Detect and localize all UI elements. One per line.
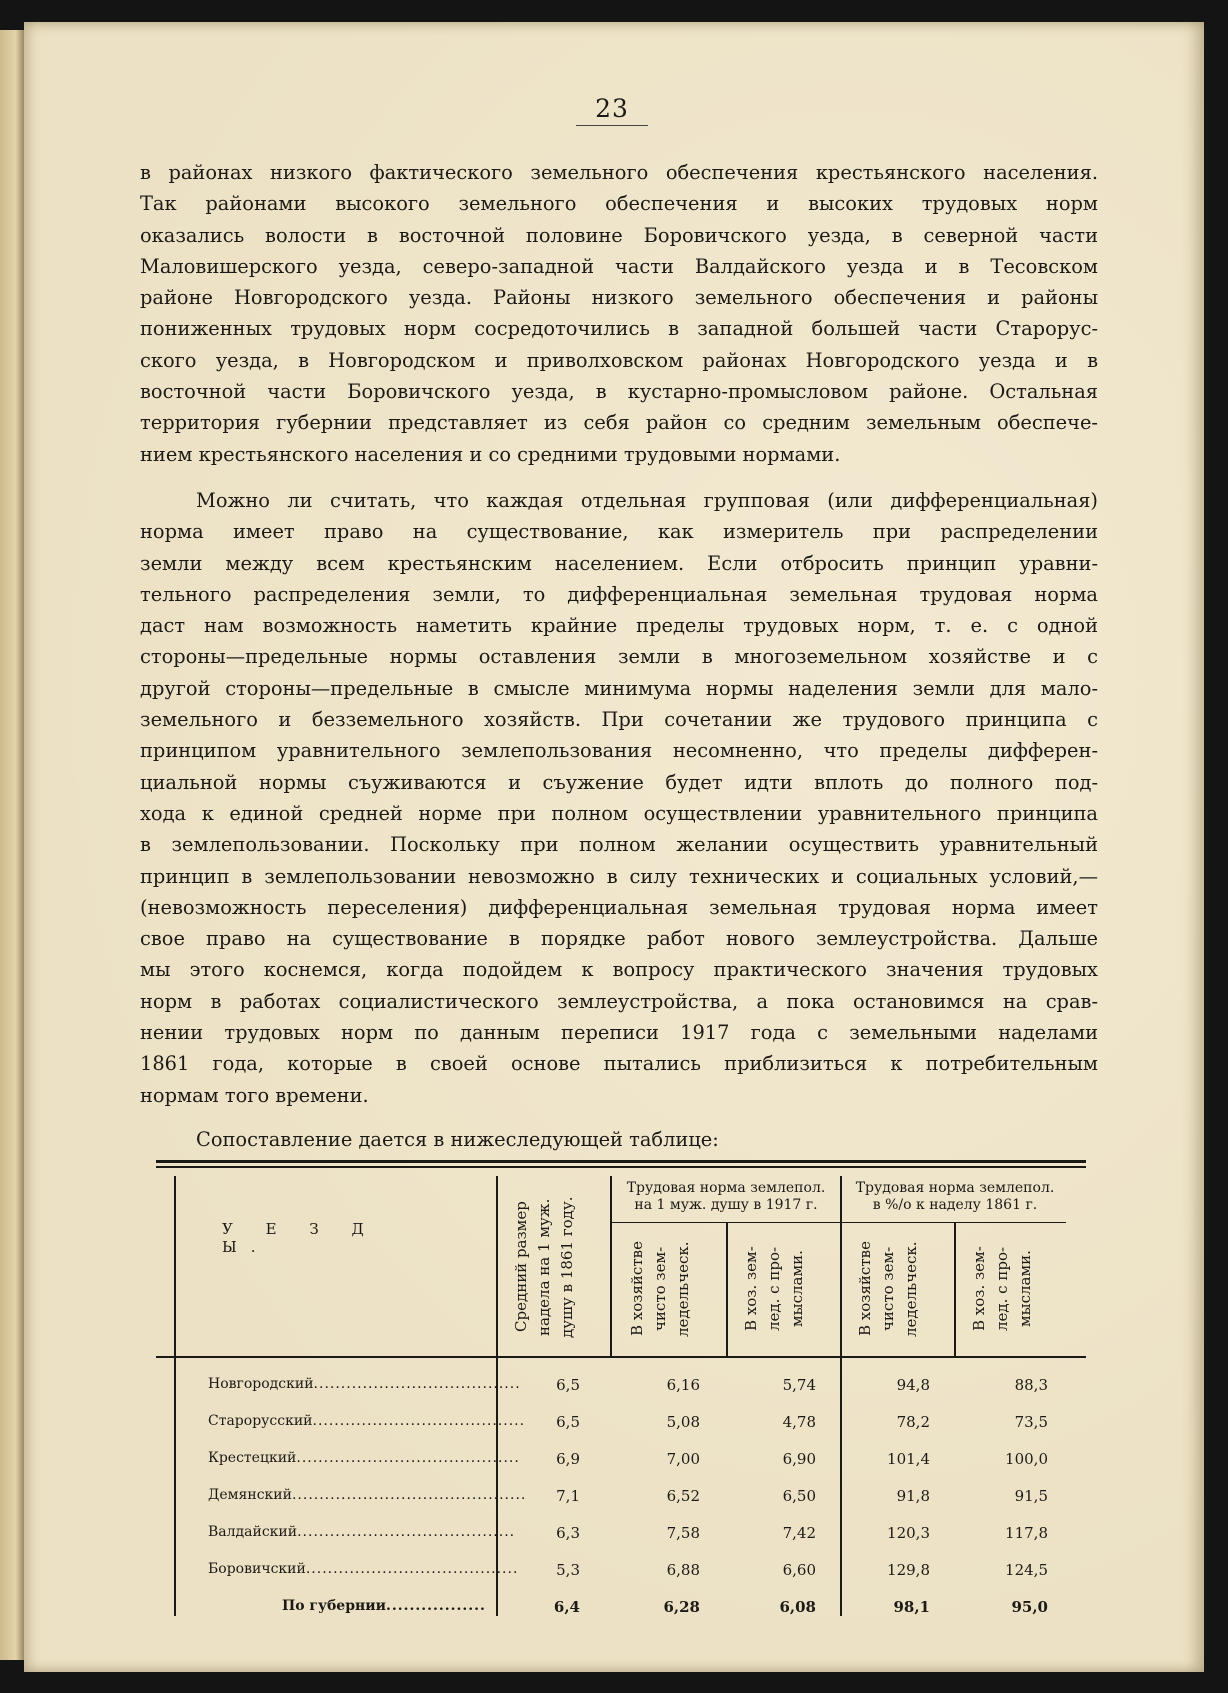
header-line: чисто зем- — [879, 1246, 897, 1332]
leader-dots: ......................................... — [296, 1450, 520, 1466]
col-divider-2 — [610, 1176, 612, 1356]
text-line: земельного и безземельного хозяйств. При сочетании же трудового принципа с — [140, 708, 1098, 732]
table-cell: 5,74 — [782, 1376, 816, 1394]
header-line: мыслами. — [788, 1250, 806, 1328]
table-cell: 6,16 — [666, 1376, 700, 1394]
table-cell: 78,2 — [896, 1413, 930, 1431]
table-cell: 7,58 — [666, 1524, 700, 1542]
header-line: душу в 1861 году. — [558, 1196, 576, 1338]
district-name — [208, 1487, 527, 1503]
text-line: принцип в землепользовании невозможно в силу технических и социальных условий,— — [140, 864, 1098, 888]
table-cell: 6,4 — [553, 1598, 580, 1616]
header-line: лед. с про- — [765, 1246, 783, 1332]
district-name — [282, 1598, 492, 1614]
header-bottom-rule — [156, 1356, 1086, 1358]
district-label: Старорусский — [208, 1413, 313, 1429]
table-cell: 129,8 — [887, 1561, 930, 1579]
leader-dots: ....................................... — [312, 1413, 526, 1429]
text-line: нием крестьянского населения и со средними трудовыми нормами. — [140, 442, 841, 466]
text-line: норма имеет право на существование, как измеритель при распределении — [140, 520, 1098, 544]
header-line: В хоз. зем- — [970, 1246, 988, 1332]
table-cell: 91,8 — [896, 1487, 930, 1505]
text-line: стороны—предельные нормы оставления земли в многоземельном хозяйстве и с — [140, 645, 1098, 669]
text-line: в землепользовании. Поскольку при полном желании осуществить уравнительный — [140, 833, 1098, 857]
header-group-percent — [844, 1180, 1066, 1214]
table-cell: 91,5 — [1014, 1487, 1048, 1505]
text-line: оказались волости в восточной половине Боровичского уезда, в северной части — [140, 223, 1098, 247]
text-line: земли между всем крестьянским населением. Если отбросить принцип уравни- — [140, 551, 1098, 575]
table-cell: 7,00 — [666, 1450, 700, 1468]
text-line: пониженных трудовых норм сосредоточились в западной большей части Старорус- — [140, 317, 1098, 341]
district-name — [208, 1413, 526, 1429]
table-cell: 73,5 — [1014, 1413, 1048, 1431]
group2-underline — [842, 1222, 1066, 1223]
text-line: ского уезда, в Новгородском и приволховском районах Новгородского уезда и в — [140, 348, 1098, 372]
col-divider-3 — [726, 1222, 728, 1356]
text-line: мы этого коснемся, когда подойдем к вопросу практического значения трудовых — [140, 958, 1098, 982]
paragraph-1 — [140, 157, 1098, 470]
header-agri-only-1917 — [626, 1228, 695, 1350]
table-row — [140, 1561, 1098, 1597]
district-name — [208, 1561, 519, 1577]
district-label: Валдайский — [208, 1524, 298, 1540]
table-cell: 6,08 — [779, 1598, 816, 1616]
table-row — [140, 1450, 1098, 1486]
table-cell: 117,8 — [1005, 1524, 1048, 1542]
table-cell: 6,88 — [666, 1561, 700, 1579]
district-label: Крестецкий — [208, 1450, 297, 1466]
table-cell: 7,1 — [556, 1487, 580, 1505]
text-line: норм в работах социалистического землеустройства, а пока остановимся на срав- — [140, 989, 1098, 1013]
header-line: Трудовая норма землепол. — [855, 1180, 1055, 1196]
table-cell: 6,90 — [782, 1450, 816, 1468]
text-line: нении трудовых норм по данным переписи 1917 года с земельными наделами — [140, 1021, 1098, 1045]
table-row — [140, 1524, 1098, 1560]
text-line: Так районами высокого земельного обеспечения и высоких трудовых норм — [140, 192, 1098, 216]
leader-dots: ................. — [386, 1598, 486, 1614]
district-label: По губернии — [282, 1598, 387, 1614]
leader-dots: ........................................... — [291, 1487, 527, 1503]
text-line: Маловишерского уезда, северо-западной части Валдайского уезда и в Тесовском — [140, 254, 1098, 278]
table-top-rule — [156, 1160, 1086, 1163]
leader-dots: ....................................... — [305, 1561, 519, 1577]
text-line: восточной части Боровичского уезда, в кустарно-промысловом районе. Остальная — [140, 380, 1098, 404]
header-line: мыслами. — [1016, 1250, 1034, 1328]
group1-underline — [612, 1222, 840, 1223]
district-label: Боровичский — [208, 1561, 306, 1577]
leader-dots: ........................................ — [297, 1524, 516, 1540]
header-with-crafts-1917 — [740, 1228, 809, 1350]
district-name — [208, 1376, 521, 1392]
header-avg-allotment — [510, 1184, 579, 1350]
table-cell: 6,60 — [782, 1561, 816, 1579]
text-line: территория губернии представляет из себя район со средним земельным обеспече- — [140, 411, 1098, 435]
paragraph-3 — [140, 1124, 1098, 1155]
text-line: Сопоставление дается в нижеследующей таблице: — [196, 1128, 719, 1151]
header-group-1917 — [614, 1180, 838, 1214]
table-cell: 124,5 — [1005, 1561, 1048, 1579]
page-number-rule — [576, 125, 648, 126]
text-line: даст нам возможность наметить крайние пределы трудовых норм, т. е. с одной — [140, 614, 1098, 638]
table-cell: 6,3 — [556, 1524, 580, 1542]
text-line: другой стороны—предельные в смысле минимума нормы наделения земли для мало- — [140, 676, 1098, 700]
table-cell: 101,4 — [887, 1450, 930, 1468]
text-line: 1861 года, которые в своей основе пытались приблизиться к потребительным — [140, 1052, 1098, 1076]
table-cell: 120,3 — [887, 1524, 930, 1542]
table-cell: 6,28 — [663, 1598, 700, 1616]
leader-dots: ...................................... — [313, 1376, 521, 1392]
table-cell: 88,3 — [1014, 1376, 1048, 1394]
table-row — [140, 1487, 1098, 1523]
table-cell: 5,08 — [666, 1413, 700, 1431]
district-name — [208, 1450, 520, 1466]
text-line: свое право на существование в порядке работ нового землеустройства. Дальше — [140, 927, 1098, 951]
header-line: в %/о к наделу 1861 г. — [872, 1197, 1038, 1213]
table-cell: 6,50 — [782, 1487, 816, 1505]
table-cell: 94,8 — [896, 1376, 930, 1394]
header-line: надела на 1 муж. — [535, 1198, 553, 1336]
text-line: принципом уравнительного землепользования несомненно, что пределы дифферен- — [140, 739, 1098, 763]
header-line: ледельческ. — [902, 1241, 920, 1337]
text-line: районе Новгородского уезда. Районы низкого земельного обеспечения и районы — [140, 286, 1098, 310]
header-line: ледельческ. — [674, 1241, 692, 1337]
district-label: Новгородский — [208, 1376, 314, 1392]
left-page-edge — [0, 30, 26, 1660]
header-line: на 1 муж. душу в 1917 г. — [634, 1197, 818, 1213]
data-table — [140, 1160, 1098, 1620]
text-line: хода к единой средней норме при полном осуществлении уравнительного принципа — [140, 801, 1098, 825]
table-row — [140, 1413, 1098, 1449]
table-cell: 100,0 — [1005, 1450, 1048, 1468]
text-line: в районах низкого фактического земельного обеспечения крестьянского населения. — [140, 161, 1098, 184]
table-cell: 6,9 — [556, 1450, 580, 1468]
table-cell: 95,0 — [1011, 1598, 1048, 1616]
table-cell: 6,5 — [556, 1413, 580, 1431]
table-top-rule-2 — [156, 1166, 1086, 1168]
header-with-crafts-percent — [968, 1228, 1037, 1350]
text-line: циальной нормы съуживаются и съужение будет идти вплоть до полного под- — [140, 770, 1098, 794]
table-cell: 98,1 — [893, 1598, 930, 1616]
text-line: нормам того времени. — [140, 1083, 369, 1107]
book-page — [24, 22, 1204, 1672]
col-divider-5 — [954, 1222, 956, 1356]
header-agri-only-percent — [854, 1228, 923, 1350]
header-line: В хозяйстве — [628, 1241, 646, 1337]
table-cell: 7,42 — [782, 1524, 816, 1542]
district-label: Демянский — [208, 1487, 292, 1503]
text-line: (невозможность переселения) дифференциальная земельная трудовая норма имеет — [140, 895, 1098, 919]
header-line: Средний размер — [512, 1201, 530, 1333]
table-cell: 6,52 — [666, 1487, 700, 1505]
header-line: чисто зем- — [651, 1246, 669, 1332]
table-cell: 5,3 — [556, 1561, 580, 1579]
paragraph-2 — [140, 485, 1098, 1111]
header-line: Трудовая норма землепол. — [626, 1180, 826, 1196]
header-line: В хозяйстве — [856, 1241, 874, 1337]
text-line: Можно ли считать, что каждая отдельная групповая (или дифференциальная) — [196, 489, 1098, 512]
page-number: 23 — [595, 94, 629, 123]
table-cell: 6,5 — [556, 1376, 580, 1394]
district-name — [208, 1524, 516, 1540]
header-districts: У Е З Д Ы. — [222, 1220, 378, 1256]
text-line: тельного распределения земли, то дифференциальная земельная трудовая норма — [140, 582, 1098, 606]
header-line: лед. с про- — [993, 1246, 1011, 1332]
table-cell: 4,78 — [782, 1413, 816, 1431]
table-row — [140, 1598, 1098, 1634]
header-line: В хоз. зем- — [742, 1246, 760, 1332]
table-row — [140, 1376, 1098, 1412]
